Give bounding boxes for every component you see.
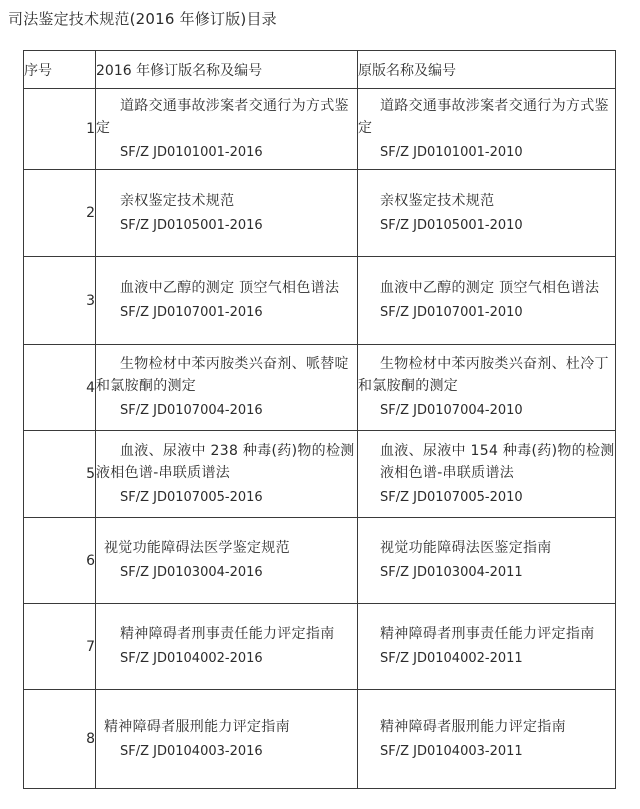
original-version-code: SF/Z JD0107004-2010	[380, 403, 523, 418]
new-version-name: 血液中乙醇的测定 顶空气相色谱法	[120, 280, 340, 296]
original-version-cell	[358, 690, 616, 789]
original-version-code: SF/Z JD0104002-2011	[380, 651, 523, 666]
new-version-code: SF/Z JD0107005-2016	[120, 489, 263, 505]
original-version-cell	[358, 89, 616, 170]
original-version-name: 亲权鉴定技术规范	[380, 192, 495, 209]
row-number: 1	[24, 89, 96, 170]
table-row	[24, 518, 616, 604]
header-2016-revision: 2016 年修订版名称及编号	[96, 51, 358, 89]
original-version-name: 血液、尿液中 154 种毒(药)物的检测 液相色谱-串联质谱法	[380, 442, 615, 481]
original-version-code: SF/Z JD0103004-2011	[380, 565, 523, 580]
spec-catalog-table	[23, 50, 616, 789]
new-version-code: SF/Z JD0104003-2016	[120, 743, 263, 759]
table-row	[24, 345, 616, 431]
new-version-code: SF/Z JD0105001-2016	[120, 217, 263, 233]
table-row	[24, 89, 616, 170]
header-serial-number: 序号	[24, 51, 96, 89]
new-version-cell	[96, 518, 358, 604]
new-version-cell	[96, 690, 358, 789]
original-version-name: 生物检材中苯丙胺类兴奋剂、杜冷丁和氯胺酮的测定	[358, 356, 609, 394]
row-number: 2	[24, 170, 96, 257]
new-version-code: SF/Z JD0104002-2016	[120, 651, 263, 666]
original-version-name: 精神障碍者服刑能力评定指南	[380, 718, 566, 735]
row-number: 7	[24, 604, 96, 690]
original-version-cell	[358, 518, 616, 604]
new-version-cell	[96, 604, 358, 690]
table-row	[24, 431, 616, 518]
table-row	[24, 690, 616, 789]
original-version-code: SF/Z JD0105001-2010	[380, 217, 523, 233]
row-number: 5	[24, 431, 96, 518]
new-version-cell	[96, 89, 358, 170]
original-version-code: SF/Z JD0107005-2010	[380, 489, 523, 505]
new-version-code: SF/Z JD0103004-2016	[120, 565, 263, 580]
new-version-code: SF/Z JD0107001-2016	[120, 305, 263, 320]
original-version-name: 视觉功能障碍法医鉴定指南	[380, 540, 552, 556]
original-version-code: SF/Z JD0101001-2010	[380, 144, 523, 160]
row-number: 3	[24, 257, 96, 345]
new-version-cell	[96, 257, 358, 345]
original-version-code: SF/Z JD0107001-2010	[380, 305, 523, 320]
new-version-cell	[96, 431, 358, 518]
original-version-cell	[358, 604, 616, 690]
document-title: 司法鉴定技术规范(2016 年修订版)目录	[8, 10, 277, 28]
original-version-cell	[358, 257, 616, 345]
new-version-name: 生物检材中苯丙胺类兴奋剂、哌替啶和氯胺酮的测定	[96, 356, 349, 394]
header-original-version: 原版名称及编号	[358, 51, 616, 89]
table-row	[24, 257, 616, 345]
new-version-code: SF/Z JD0101001-2016	[120, 144, 263, 160]
new-version-name: 视觉功能障碍法医学鉴定规范	[104, 540, 290, 556]
original-version-name: 精神障碍者刑事责任能力评定指南	[380, 626, 595, 642]
original-version-name: 道路交通事故涉案者交通行为方式鉴定	[358, 97, 609, 136]
original-version-code: SF/Z JD0104003-2011	[380, 743, 523, 759]
row-number: 6	[24, 518, 96, 604]
new-version-cell	[96, 170, 358, 257]
original-version-cell	[358, 431, 616, 518]
original-version-cell	[358, 170, 616, 257]
new-version-name: 亲权鉴定技术规范	[120, 192, 235, 209]
new-version-code: SF/Z JD0107004-2016	[120, 403, 263, 418]
new-version-cell	[96, 345, 358, 431]
table-row	[24, 604, 616, 690]
new-version-name: 精神障碍者刑事责任能力评定指南	[120, 626, 335, 642]
table-header-row	[24, 51, 616, 89]
row-number: 8	[24, 690, 96, 789]
original-version-name: 血液中乙醇的测定 顶空气相色谱法	[380, 280, 600, 296]
row-number: 4	[24, 345, 96, 431]
new-version-name: 道路交通事故涉案者交通行为方式鉴定	[96, 97, 349, 136]
new-version-name: 血液、尿液中 238 种毒(药)物的检测 液相色谱-串联质谱法	[96, 442, 355, 481]
new-version-name: 精神障碍者服刑能力评定指南	[104, 718, 290, 735]
table-row	[24, 170, 616, 257]
original-version-cell	[358, 345, 616, 431]
